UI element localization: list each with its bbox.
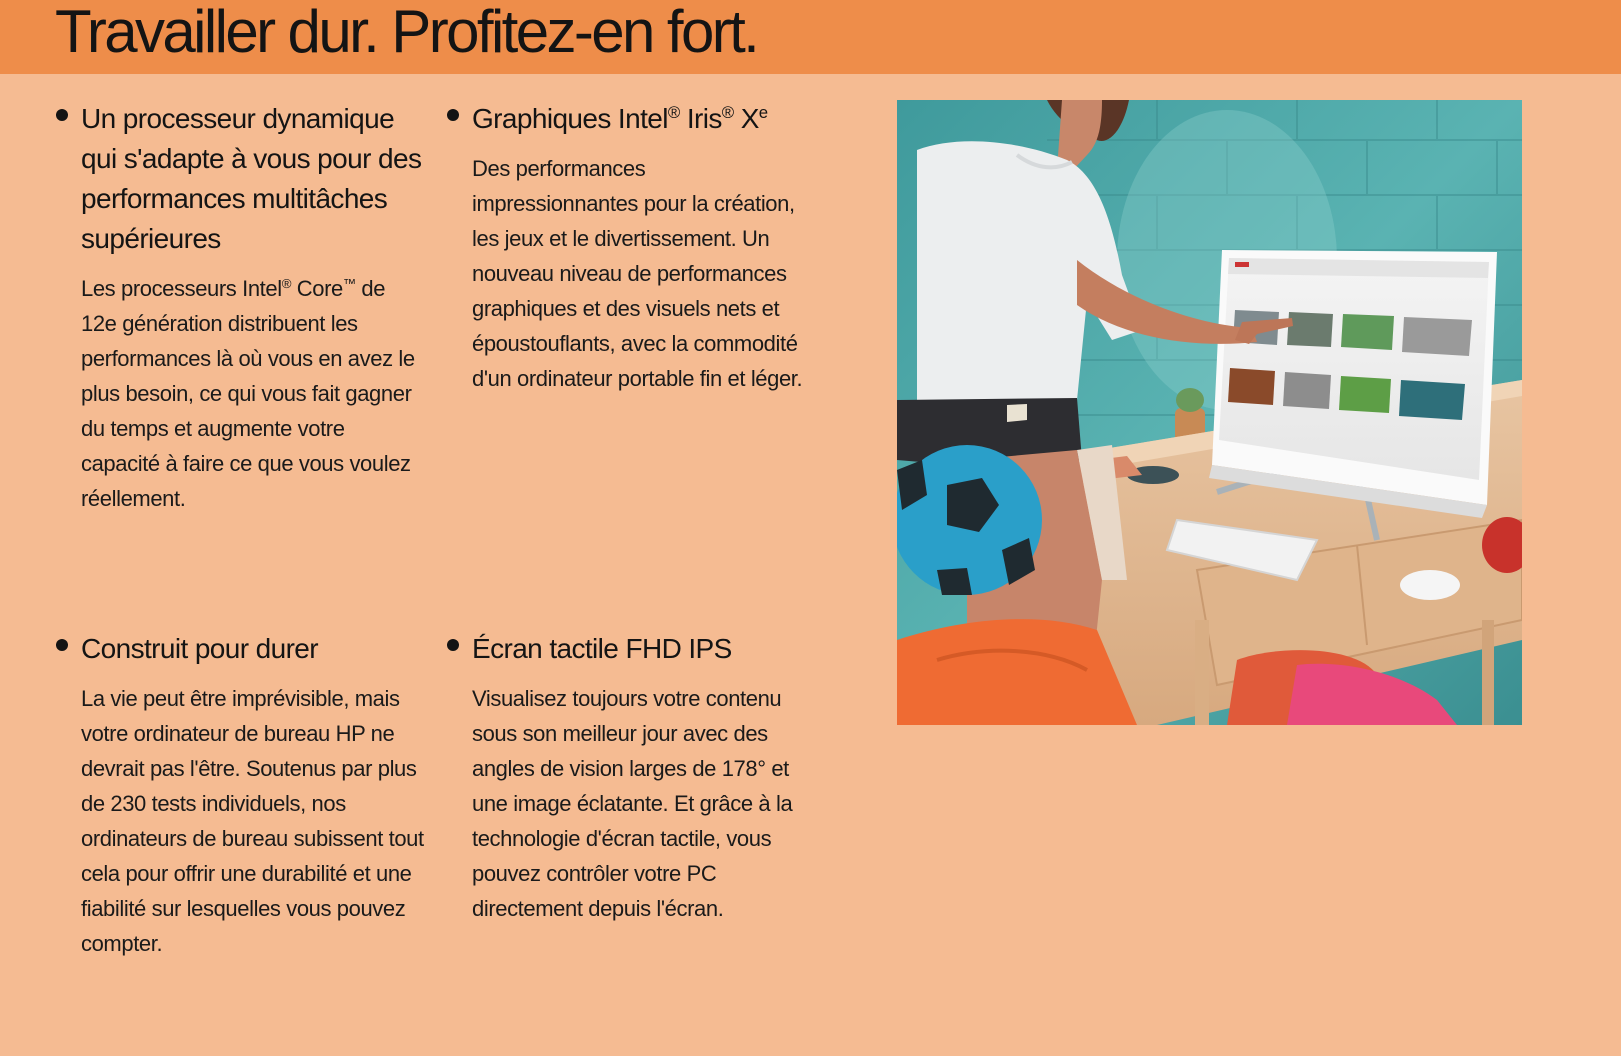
feature-description: Des performances impressionnantes pour la création, les jeux et le divertissement. Un nouveau niveau de performances graphiques et des visuels nets et époustouflants, avec la commodité d'un ordinateur portable fin et léger. xyxy=(472,156,803,391)
bullet-icon xyxy=(56,639,68,651)
registered-mark: ® xyxy=(721,102,734,122)
feature-description: Visualisez toujours votre contenu sous son meilleur jour avec des angles de vision larges de 178° et une image éclatante. Et grâce à la technologie d'écran tactile, vous pouvez contrôler votre PC directement depuis l'écran. xyxy=(472,686,793,921)
woman-touching-all-in-one-pc-photo xyxy=(897,100,1522,725)
feature-durability xyxy=(81,629,426,961)
bullet-icon xyxy=(447,109,459,121)
feature-heading: Graphiques Intel® Iris® Xe xyxy=(472,102,768,134)
feature-graphics xyxy=(472,99,817,396)
page-title: Travailler dur. Profitez-en fort. xyxy=(55,0,758,65)
feature-description: La vie peut être imprévisible, mais votre ordinateur de bureau HP ne devrait pas l'être. Soutenus par plus de 230 tests individuels, nos ordinateurs de bureau subissent tout cela pour offrir une durabilité et une fiabilité sur lesquelles vous pouvez compter. xyxy=(81,686,424,956)
registered-mark: ® xyxy=(281,276,292,292)
feature-touchscreen xyxy=(472,629,817,926)
feature-heading: Un processeur dynamique qui s'adapte à vous pour des performances multitâches supérieures xyxy=(81,103,422,254)
feature-description: Les processeurs Intel® Core™ de 12e génération distribuent les performances là où vous en avez le plus besoin, ce qui vous fait gagner du temps et augmente votre capacité à faire ce que vous voulez réellement. xyxy=(81,276,415,511)
header-banner xyxy=(0,0,1621,74)
bullet-icon xyxy=(56,109,68,121)
feature-processor xyxy=(81,99,426,516)
superscript-e: e xyxy=(758,102,768,122)
feature-heading: Construit pour durer xyxy=(81,633,319,664)
bullet-icon xyxy=(447,639,459,651)
trademark-mark: ™ xyxy=(342,276,356,292)
registered-mark: ® xyxy=(667,102,680,122)
feature-heading: Écran tactile FHD IPS xyxy=(472,633,732,664)
